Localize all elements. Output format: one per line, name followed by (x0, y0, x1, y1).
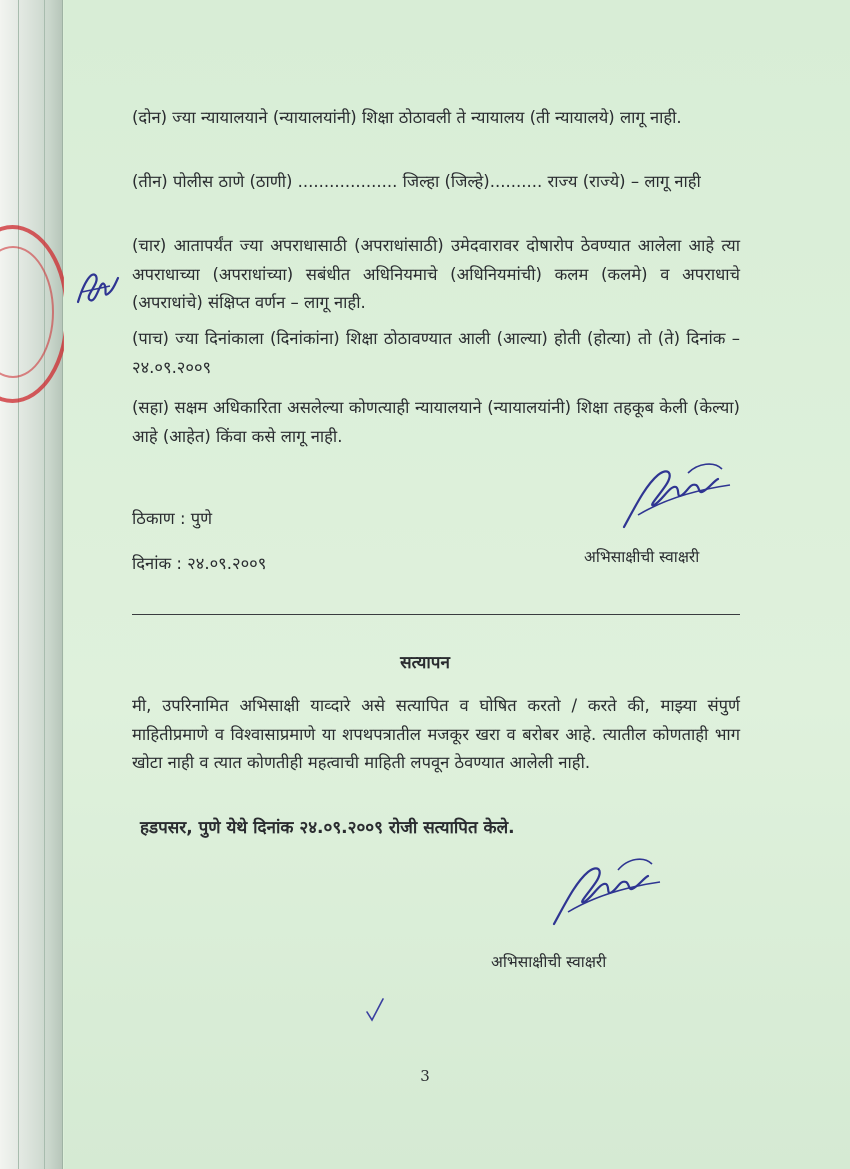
clause-two: (दोन) ज्या न्यायालयाने (न्यायालयांनी) शिक्षा ठोठावली ते न्यायालय (ती न्यायालये) लागू नाही. (132, 108, 682, 127)
clause-three: (तीन) पोलीस ठाणे (ठाणी) ................... जिल्हा (जिल्हे).......... राज्य (राज्ये) – लागू नाही (132, 172, 701, 191)
tick-mark-icon (364, 996, 386, 1024)
document-binding-strip (0, 0, 63, 1169)
verification-closing: हडपसर, पुणे येथे दिनांक २४.०९.२००९ रोजी सत्यापित केले. (140, 818, 515, 838)
clause-five: (पाच) ज्या दिनांकाला (दिनांकांना) शिक्षा ठोठावण्यात आली (आल्या) होती (होत्या) तो (ते) दिनांक – २४.०९.२००९ (132, 329, 740, 377)
place-line: ठिकाण : पुणे (132, 509, 213, 528)
deponent-signature-2 (548, 848, 663, 933)
signature-label-1: अभिसाक्षीची स्वाक्षरी (584, 548, 700, 566)
clause-four: (चार) आतापर्यंत ज्या अपराधासाठी (अपराधांसाठी) उमेदवारावर दोषारोप ठेवण्यात आलेला आहे त्या अपराधाच्या (अपराधांच्या) सबंधीत अधिनियमाचे (अधिनियमांची) कलम (कलमे) व अपराधाचे (अपराधांचे) संक्षिप्त वर्णन – लागू नाही. (132, 236, 740, 312)
clause-six: (सहा) सक्षम अधिकारिता असलेल्या कोणत्याही न्यायालयाने (न्यायालयांनी) शिक्षा तहकूब केली (केल्या) आहे (आहेत) किंवा कसे लागू नाही. (132, 398, 740, 446)
binding-fold-line (18, 0, 19, 1169)
section-divider (132, 614, 740, 615)
date-line: दिनांक : २४.०९.२००९ (132, 554, 267, 573)
verification-heading: सत्यापन (400, 653, 450, 673)
deponent-signature-1 (618, 455, 733, 535)
signature-label-2: अभिसाक्षीची स्वाक्षरी (491, 953, 607, 971)
binding-fold-line (44, 0, 45, 1169)
verification-body: मी, उपरिनामित अभिसाक्षी याव्दारे असे सत्यापित व घोषित करतो / करते की, माझ्या संपुर्ण माहितीप्रमाणे व विश्वासाप्रमाणे या शपथपत्रातील मजकूर खरा व बरोबर आहे. त्यातील कोणताही भाग खोटा नाही व त्यात कोणतीही महत्वाची माहिती लपवून ठेवण्यात आलेली नाही. (132, 696, 740, 772)
margin-initials-signature (70, 262, 120, 312)
page-number: 3 (420, 1067, 430, 1085)
